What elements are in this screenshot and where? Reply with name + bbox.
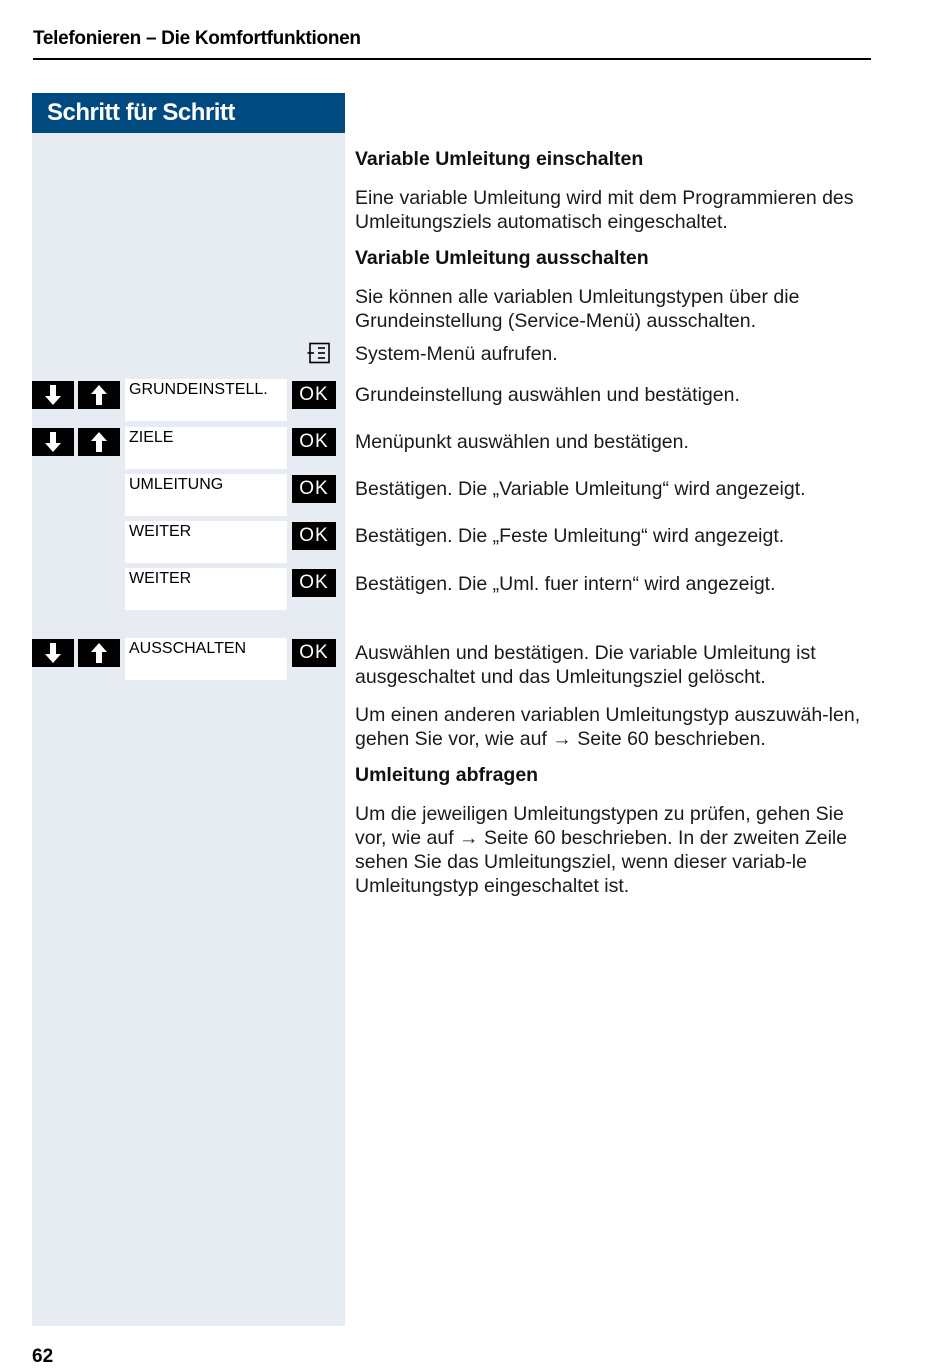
ok-key: OK: [292, 381, 336, 409]
heading-variable-on: Variable Umleitung einschalten: [355, 148, 644, 170]
ok-key: OK: [292, 522, 336, 550]
text-step-menu: System-Menü aufrufen.: [355, 343, 558, 365]
arrow-keys: [32, 381, 120, 409]
arrow-up-icon: [89, 642, 109, 664]
arrow-up-icon: [89, 431, 109, 453]
arrow-up-key: [78, 381, 120, 409]
text-step-6-note: Um einen anderen variablen Umleitungstyp auszuwäh-len, gehen Sie vor, wie auf → Seite 60 beschrieben.: [355, 704, 861, 750]
arrow-up-icon: [89, 384, 109, 406]
display-umleitung: UMLEITUNG: [125, 474, 287, 516]
text-step-3: Bestätigen. Die „Variable Umleitung“ wird angezeigt.: [355, 478, 806, 500]
arrow-keys: [32, 428, 120, 456]
arrow-down-key: [32, 639, 74, 667]
arrow-up-key: [78, 639, 120, 667]
step-sidebar: [32, 93, 345, 1326]
text-step-2: Menüpunkt auswählen und bestätigen.: [355, 431, 689, 453]
heading-query: Umleitung abfragen: [355, 764, 539, 786]
text-step-6: Auswählen und bestätigen. Die variable Umleitung ist ausgeschaltet und das Umleitungsziel gelöscht.: [355, 642, 816, 688]
arrow-down-icon: [43, 642, 63, 664]
arrow-keys: [32, 639, 120, 667]
display-ziele: ZIELE: [125, 427, 287, 469]
ok-key: OK: [292, 475, 336, 503]
arrow-down-icon: [43, 431, 63, 453]
page-header-title: Telefonieren – Die Komfortfunktionen: [33, 28, 361, 49]
text-variable-off: Sie können alle variablen Umleitungstypen über die Grundeinstellung (Service-Menü) ausschalten.: [355, 286, 800, 332]
ok-key: OK: [292, 428, 336, 456]
arrow-down-icon: [43, 384, 63, 406]
ok-key: OK: [292, 569, 336, 597]
page-number: 62: [32, 1346, 54, 1367]
arrow-up-key: [78, 428, 120, 456]
heading-variable-off: Variable Umleitung ausschalten: [355, 247, 649, 269]
arrow-down-key: [32, 381, 74, 409]
display-grundeinstell: GRUNDEINSTELL.: [125, 379, 287, 421]
text-query: Um die jeweiligen Umleitungstypen zu prüfen, gehen Sie vor, wie auf → Seite 60 beschrieben. In der zweiten Zeile sehen Sie das Umleitungsziel, wenn dieser variab-le Umleitungstyp eingeschaltet ist.: [355, 803, 848, 897]
menu-key-icon: [307, 342, 331, 364]
display-ausschalten: AUSSCHALTEN: [125, 638, 287, 680]
display-weiter: WEITER: [125, 568, 287, 610]
display-weiter: WEITER: [125, 521, 287, 563]
text-step-1: Grundeinstellung auswählen und bestätigen.: [355, 384, 740, 406]
ok-key: OK: [292, 639, 336, 667]
arrow-down-key: [32, 428, 74, 456]
text-step-4: Bestätigen. Die „Feste Umleitung“ wird angezeigt.: [355, 525, 785, 547]
header-divider: [33, 58, 871, 60]
text-variable-on: Eine variable Umleitung wird mit dem Programmieren des Umleitungsziels automatisch eingeschaltet.: [355, 187, 854, 233]
sidebar-title: Schritt für Schritt: [32, 93, 345, 133]
text-step-5: Bestätigen. Die „Uml. fuer intern“ wird angezeigt.: [355, 573, 776, 595]
